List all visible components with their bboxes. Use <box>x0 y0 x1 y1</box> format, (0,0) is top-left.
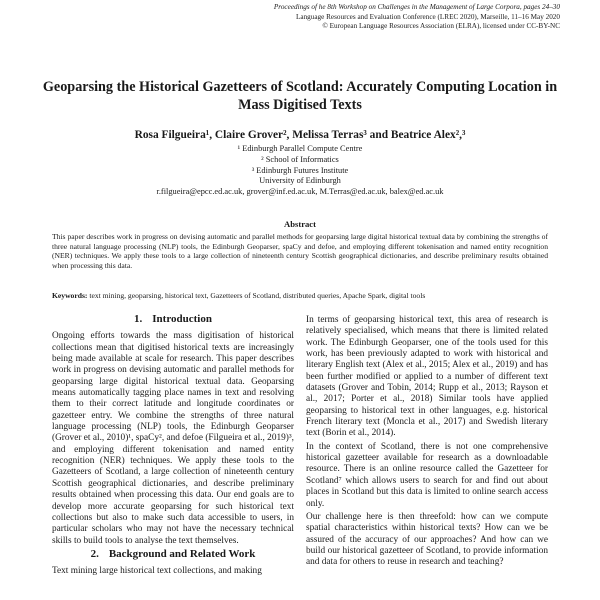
left-column <box>52 312 294 579</box>
related-work-paragraph: In terms of geoparsing historical text, this area of research is relatively specialised, which means that there is limited related work. The Edinburgh Geoparser, one of the tools used for this work, has been previously adapted to work with historical and literary English text (Alex et al., 2015; Alex et al., 2019) and has been further modified or applied to a number of different text datasets (Grover and Tobin, 2014; Rupp et al., 2013; Rayson et al., 2017; Porter et al., 2018) Similar tools have applied geoparsing to historical text in other languages, e.g. historical French literary text (Moncla et al., 2017) and Swedish literary text (Borin et al., 2014). <box>306 315 548 439</box>
proceedings-header <box>230 3 560 32</box>
background-paragraph: Text mining large historical text collections, and making <box>52 566 262 577</box>
license-line: © European Language Resources Association (ELRA), licensed under CC-BY-NC <box>322 22 560 31</box>
proceedings-line: Proceedings of he 8th Workshop on Challenges in the Management of Large Corpora, pages 24–30 <box>273 3 560 11</box>
email-line: r.filgueira@epcc.ed.ac.uk, grover@inf.ed.ac.uk, M.Terras@ed.ac.uk, balex@ed.ac.uk <box>156 187 444 197</box>
author-list: Rosa Filgueira¹, Claire Grover², Melissa Terras³ and Beatrice Alex²,³ <box>134 129 466 141</box>
section-title: Introduction <box>152 313 212 325</box>
section-heading-introduction <box>52 314 294 325</box>
affiliation-line: ² School of Informatics <box>261 154 339 164</box>
intro-paragraph: Ongoing efforts towards the mass digitisation of historical collections mean that digitised historical texts are increasingly being made available at scale for research. This paper describes work in progress on devising automatic and parallel methods for geoparsing large digital historical textual data. Geoparsing means automatically tagging place names in text and resolving them to their correct latitude and longitude coordinates or gazetteer entry. We combine the strengths of three natural language processing (NLP) tools, the Edinburgh Geoparser (Grover et al., 2010)¹, spaCy², and defoe (Filgueira et al., 2019)³, and employing different tokenisation and named entity recognition (NER) techniques. We apply these tools to the Gazetteers of Scotland, a large collection of nineteenth century Scottish geographical dictionaries, and describe preliminary results obtained when processing this data. Our end goals are to develop more accurate geoparsing for such historical text collections but also to make such data accessible to users, in particular scholars who may not have the necessary technical skills to build tools to analyse the text themselves. <box>52 331 294 546</box>
section-number: 2. <box>90 547 99 560</box>
affiliations <box>40 144 560 198</box>
challenge-paragraph: Our challenge here is then threefold: how can we compute spatial characteristics within historical texts? How can we be assured of the accuracy of our approaches? And how can we build our historical gazetteer of Scotland, to provide information and data for others to reuse in research and teaching? <box>306 511 548 568</box>
affiliation-line: ³ Edinburgh Futures Institute <box>251 165 349 175</box>
affiliation-line: University of Edinburgh <box>259 176 341 186</box>
abstract-heading: Abstract <box>284 219 316 229</box>
scotland-context-paragraph: In the context of Scotland, there is not one comprehensive historical gazetteer available for research as a downloadable resource. There is an online resource called the Gazetteer for Scotland⁷ which allows users to search for and find out about places in Scotland but this data is limited to online search access only. <box>306 441 548 509</box>
right-column <box>306 315 548 571</box>
section-title: Background and Related Work <box>108 547 256 560</box>
section-number: 1. <box>134 313 143 325</box>
keywords-label: Keywords: <box>52 291 88 300</box>
paper-title: Geoparsing the Historical Gazetteers of Scotland: Accurately Computing Location in Mass Digitised Texts <box>42 79 558 113</box>
keywords <box>52 291 548 301</box>
abstract-body: This paper describes work in progress on devising automatic and parallel methods for geoparsing large digital historical textual data by combining the strengths of three natural language processing (NLP) tools, the Edinburgh Geoparser, spaCy and defoe, and employing different tokenisation and named entity recognition (NER) techniques. We apply these tools to a large collection of nineteenth century Scottish geographical dictionaries, and describe preliminary results obtained when processing this data. <box>52 232 548 270</box>
affiliation-line: ¹ Edinburgh Parallel Compute Centre <box>237 144 363 153</box>
conference-line: Language Resources and Evaluation Conference (LREC 2020), Marseille, 11–16 May 2020 <box>296 12 560 21</box>
section-heading-background <box>52 549 294 560</box>
keywords-text: text mining, geoparsing, historical text, Gazetteers of Scotland, distributed queries, Apache Spark, digital tools <box>87 291 426 300</box>
